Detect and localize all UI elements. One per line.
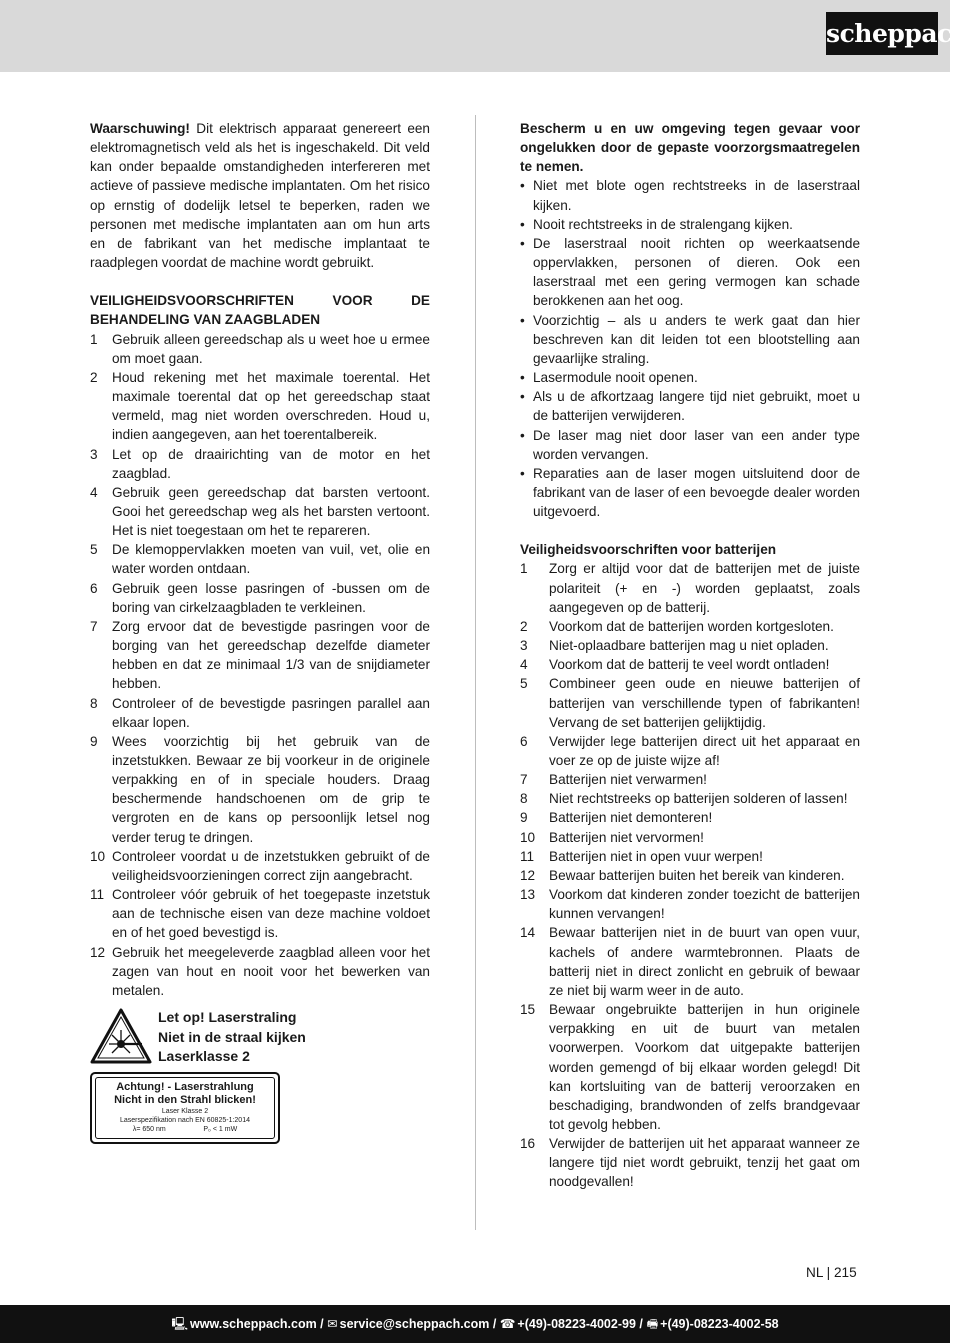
list-item-number: 1 (90, 331, 98, 347)
list-item (90, 847, 430, 885)
footer-web[interactable]: www.scheppach.com / (190, 1317, 324, 1331)
laser-warning-icon (90, 1008, 152, 1064)
warning-body: Dit elektrisch apparaat genereert een elektromagnetisch veld als het is ingeschakeld. Dit veld kan onder bepaalde omstandigheden interfereren met actieve of passieve medische implantaten. Om het risico op ernstig of dodelijk letsel te beperken, raden we personen met medische implantaten aan om hun arts en de fabrikant van het medische implantaat te raadplegen voordat de machine wordt gebruikt. (90, 121, 430, 271)
saw-heading-line-1: VEILIGHEIDSVOORSCHRIFTEN VOOR DE (90, 293, 430, 309)
footer-phone: +(49)-08223-4002-99 / (517, 1317, 643, 1331)
list-item-text: Let op de draairichting van de motor en het zaagblad. (112, 446, 430, 481)
list-item-number: 4 (90, 484, 98, 500)
list-item-text: Zorg er altijd voor dat de batterijen met de juiste polariteit (+ en -) worden geplaatst, zoals aangegeven op de batterij. (549, 561, 860, 615)
list-item-number: 16 (520, 1136, 536, 1152)
list-item-text: Batterijen niet vervormen! (549, 829, 704, 845)
list-item-number: 3 (520, 638, 528, 654)
footer-fax: +(49)-08223-4002-58 (660, 1317, 779, 1331)
list-item-number: 7 (90, 618, 98, 634)
right-column (520, 119, 860, 1192)
list-item-text: Bewaar batterijen buiten het bereik van kinderen. (549, 867, 845, 883)
list-item (90, 943, 430, 1000)
list-item (90, 694, 430, 732)
list-item-text: Gebruik het meegeleverde zaagblad alleen voor het zagen van hout en nooit voor het bewerken van metalen. (112, 944, 430, 998)
computer-icon: 🖳 (171, 1317, 189, 1331)
list-item (520, 655, 860, 674)
list-item-text: Niet-oplaadbare batterijen mag u niet opladen. (549, 638, 829, 654)
list-item-number: 12 (90, 944, 106, 960)
list-item (520, 866, 860, 885)
list-item (90, 483, 430, 540)
label-achtung: Achtung! - Laserstrahlung (116, 1081, 254, 1094)
scheppach-logo: scheppach (826, 12, 938, 55)
mail-icon: ✉ (327, 1317, 338, 1331)
list-item-text: Batterijen niet in open vuur werpen! (549, 848, 763, 864)
laser-bullet-list (520, 176, 860, 521)
column-divider (475, 115, 476, 1230)
warning-lead: Waarschuwing! (90, 121, 190, 136)
list-item-number: 9 (520, 810, 528, 826)
list-item (520, 1134, 860, 1191)
list-item (90, 732, 430, 847)
list-item-number: 14 (520, 925, 536, 941)
list-item-number: 12 (520, 867, 536, 883)
list-item (90, 368, 430, 445)
list-item: • Reparaties aan de laser mogen uitsluitend door de fabrikant van de laser of een bevoegde dealer worden uitgevoerd. (520, 464, 860, 521)
list-item-text: Controleer voordat u de inzetstukken gebruikt of de veiligheidsvoorzieningen correct zijn aangebracht. (112, 848, 430, 883)
protect-heading: Bescherm u en uw omgeving tegen gevaar voor ongelukken door de gepaste voorzorgsmaatregelen te nemen. (520, 121, 860, 175)
list-item-number: 3 (90, 446, 98, 462)
laser-caution-instruction: Niet in de straal kijken (158, 1028, 306, 1045)
list-item-number: 10 (90, 848, 106, 864)
list-item-number: 5 (90, 542, 98, 558)
list-item (520, 617, 860, 636)
list-item-number: 11 (520, 848, 535, 864)
list-item-number: 7 (520, 772, 528, 788)
label-power: P₀ < 1 mW (203, 1126, 238, 1134)
list-item-text: Combineer geen oude en nieuwe batterijen of batterijen van verschillende typen of fabrikanten! Vervang de set batterijen gelijktijdig. (549, 676, 860, 730)
list-item-text: Bewaar ongebruikte batterijen in hun originele verpakking en uit de buurt van metalen voorwerpen. Voorkom dat uitgepakte batterijen worden gemengd of bij elkaar worden gelegd! Dit kan kortsluiting van de batterij veroorzaken en beschadiging, brandwonden of zelfs brandgevaar tot gevolg hebben. (549, 1002, 860, 1132)
list-item-text: Batterijen niet demonteren! (549, 810, 713, 826)
list-item: • Voorzichtig – als u anders te werk gaat dan hier beschreven kan dit leiden tot een blootstelling aan gevaarlijke straling. (520, 311, 860, 368)
list-item: • Lasermodule nooit openen. (520, 368, 860, 387)
list-item-text: Gebruik geen losse pasringen of -bussen om de boring van cirkelzaagbladen te verkleinen. (112, 580, 430, 615)
list-item-number: 1 (520, 561, 528, 577)
list-item-text: Gebruik geen gereedschap dat barsten vertoont. Gooi het gereedschap weg als het barsten vertoont. Het is niet toegestaan om het te repareren. (112, 484, 430, 539)
list-item-text: Voorkom dat de batterij te veel wordt ontladen! (549, 657, 830, 673)
list-item-text: Voorkom dat de batterijen worden kortgesloten. (549, 618, 834, 634)
laser-warning (90, 1008, 430, 1068)
list-item: • Als u de afkortzaag langere tijd niet gebruikt, moet u de batterijen verwijderen. (520, 387, 860, 425)
list-item (520, 808, 860, 827)
laser-warning-label (90, 1072, 280, 1144)
emf-warning (90, 119, 430, 272)
list-item (520, 636, 860, 655)
list-item-number: 13 (520, 887, 536, 903)
list-item-text: Zorg ervoor dat de bevestigde pasringen voor de borging van het gereedschap dezelfde diameter hebben en dat ze minimaal 1/3 van de snijdiameter hebben. (112, 618, 430, 692)
list-item (90, 330, 430, 368)
saw-heading-line-2: BEHANDELING VAN ZAAGBLADEN (90, 312, 321, 328)
list-item-text: De klemoppervlakken moeten van vuil, vet, olie en water worden ontdaan. (112, 542, 430, 577)
list-item-text: Verwijder lege batterijen direct uit het apparaat en voer ze op de juiste wijze af! (549, 733, 860, 768)
list-item (520, 559, 860, 616)
list-item (90, 885, 430, 942)
list-item-number: 6 (90, 580, 98, 596)
battery-list (520, 559, 860, 1191)
list-item (90, 540, 430, 578)
list-item-number: 2 (90, 369, 98, 385)
list-item-number: 8 (90, 695, 98, 711)
list-item-number: 5 (520, 676, 528, 692)
footer-mail[interactable]: service@scheppach.com / (339, 1317, 497, 1331)
list-item-number: 10 (520, 829, 536, 845)
left-column (90, 119, 430, 1144)
list-item-number: 15 (520, 1002, 536, 1018)
list-item (520, 770, 860, 789)
list-item-text: Gebruik alleen gereedschap als u weet hoe u ermee om moet gaan. (112, 331, 430, 366)
list-item (520, 732, 860, 770)
label-nicht-blicken: Nicht in den Strahl blicken! (114, 1094, 256, 1107)
list-item: • Nooit rechtstreeks in de stralengang kijken. (520, 215, 860, 234)
list-item-text: Niet rechtstreeks op batterijen solderen of lassen! (549, 791, 848, 807)
list-item-number: 6 (520, 733, 528, 749)
list-item (520, 923, 860, 1000)
list-item: • De laserstraal nooit richten op weerkaatsende oppervlakken, personen of dieren. Ook een laserstraal met een gering vermogen kan schade berokkenen aan het oog. (520, 234, 860, 311)
list-item-text: Controleer of de bevestigde pasringen parallel aan elkaar lopen. (112, 695, 430, 730)
phone-icon: ☎ (499, 1317, 516, 1331)
laser-caution-class: Laserklasse 2 (158, 1048, 250, 1065)
list-item (520, 847, 860, 866)
list-item (520, 1000, 860, 1134)
laser-caution-title: Let op! Laserstraling (158, 1009, 297, 1026)
list-item-text: Wees voorzichtig bij het gebruik van de inzetstukken. Bewaar ze bij voorkeur in de originele verpakking en of in speciale houders. Draag beschermende handschoenen om de grip te vergroten en de kans op persoonlijk letsel nog verder terug te dringen. (112, 733, 430, 845)
list-item-number: 2 (520, 618, 528, 634)
list-item-text: Voorkom dat kinderen zonder toezicht de batterijen kunnen vervangen! (549, 887, 860, 922)
label-spezifikation: Laserspezifikation nach EN 60825-1:2014 (120, 1117, 250, 1125)
list-item: • Niet met blote ogen rechtstreeks in de laserstraal kijken. (520, 176, 860, 214)
list-item (520, 789, 860, 808)
list-item-text: Batterijen niet verwarmen! (549, 772, 707, 788)
list-item-text: Verwijder de batterijen uit het apparaat wanneer ze langere tijd niet wordt gebruikt, tenzij het gaat om noodgevallen! (549, 1136, 860, 1190)
list-item (90, 445, 430, 483)
list-item (90, 579, 430, 617)
list-item (520, 674, 860, 731)
page-header (0, 0, 969, 72)
list-item-text: Controleer vóór gebruik of het toegepaste inzetstuk aan de technische eisen van deze machine voldoet en of het goed bevestigd is. (112, 887, 430, 941)
list-item-text: Houd rekening met het maximale toerental. Het maximale toerental dat op het gereedschap staat vermeld, mag niet worden overschreden. Houd u, indien aangegeven, aan het toerentalbereik. (112, 369, 430, 443)
label-wavelength: λ= 650 nm (132, 1126, 166, 1134)
list-item-number: 8 (520, 791, 528, 807)
list-item-text: Bewaar batterijen niet in de buurt van open vuur, kachels of andere warmtebronnen. Plaats de batterij niet in direct zonlicht en gebruik of bewaar ze niet bij warm weer in de auto. (549, 925, 860, 998)
fax-icon: 🖷 (646, 1317, 659, 1331)
list-item-number: 4 (520, 657, 528, 673)
list-item (520, 885, 860, 923)
label-klasse: Laser Klasse 2 (161, 1108, 209, 1116)
page-number: NL | 215 (806, 1265, 857, 1280)
list-item-number: 11 (90, 887, 105, 903)
list-item (520, 828, 860, 847)
battery-heading: Veiligheidsvoorschriften voor batterijen (520, 542, 777, 558)
list-item (90, 617, 430, 694)
page-footer (0, 1305, 950, 1343)
list-item: • De laser mag niet door laser van een ander type worden vervangen. (520, 426, 860, 464)
list-item-number: 9 (90, 733, 98, 749)
saw-blade-list (90, 330, 430, 1000)
